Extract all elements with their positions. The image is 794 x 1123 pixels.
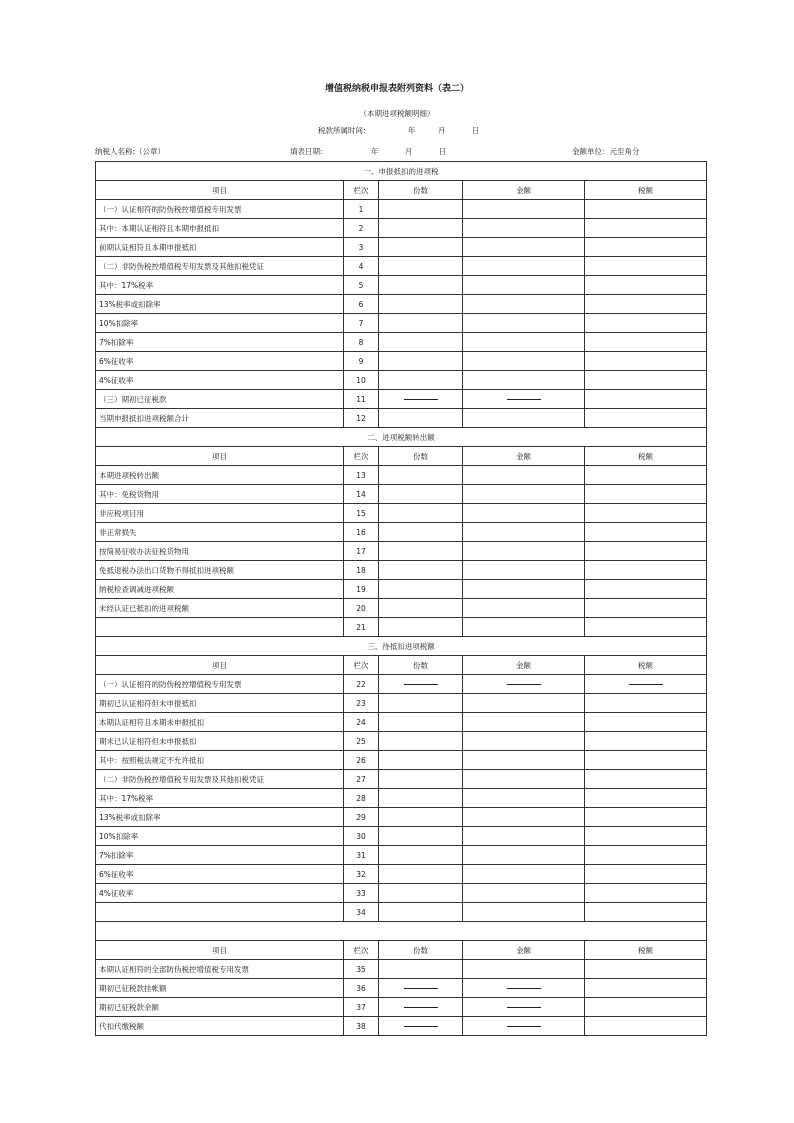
count-cell[interactable] xyxy=(379,561,463,580)
row-number: 3 xyxy=(344,238,379,257)
row-number: 36 xyxy=(344,979,379,998)
tax-cell[interactable] xyxy=(585,314,707,333)
row-number: 1 xyxy=(344,200,379,219)
tax-cell[interactable] xyxy=(585,390,707,409)
table-row xyxy=(96,884,707,903)
amount-cell[interactable] xyxy=(463,789,585,808)
amount-cell[interactable] xyxy=(463,295,585,314)
amount-cell[interactable] xyxy=(463,409,585,428)
amount-cell[interactable] xyxy=(463,219,585,238)
dash-mark xyxy=(404,1007,438,1008)
row-number: 8 xyxy=(344,333,379,352)
header-item: 项目 xyxy=(96,941,344,960)
row-number: 31 xyxy=(344,846,379,865)
dash-mark xyxy=(404,684,438,685)
amount-cell[interactable] xyxy=(463,846,585,865)
tax-period-label: 税款所属时间: xyxy=(318,126,366,135)
dash-mark xyxy=(404,988,438,989)
dash-mark xyxy=(507,684,541,685)
tax-cell[interactable] xyxy=(585,333,707,352)
amount-cell[interactable] xyxy=(463,827,585,846)
table-row xyxy=(96,409,707,428)
count-cell[interactable] xyxy=(379,846,463,865)
table-row xyxy=(96,333,707,352)
amount-cell[interactable] xyxy=(463,257,585,276)
amount-cell[interactable] xyxy=(463,903,585,922)
row-label: 期末已认证相符但未申报抵扣 xyxy=(96,732,344,751)
row-label xyxy=(96,903,344,922)
row-label: 10%扣除率 xyxy=(96,827,344,846)
row-number: 7 xyxy=(344,314,379,333)
fill-date xyxy=(290,146,446,157)
dash-mark xyxy=(507,988,541,989)
row-label: 6%征收率 xyxy=(96,865,344,884)
tax-cell[interactable] xyxy=(585,1017,707,1036)
amount-cell[interactable] xyxy=(463,561,585,580)
amount-cell[interactable] xyxy=(463,1017,585,1036)
row-label: 期初已认证相符但未申报抵扣 xyxy=(96,694,344,713)
header-tax: 税额 xyxy=(585,656,707,675)
row-label: 代扣代缴税额 xyxy=(96,1017,344,1036)
table-row xyxy=(96,390,707,409)
table-row xyxy=(96,580,707,599)
row-label: （一）认证相符的防伪税控增值税专用发票 xyxy=(96,200,344,219)
row-number: 10 xyxy=(344,371,379,390)
count-cell[interactable] xyxy=(379,770,463,789)
row-number: 18 xyxy=(344,561,379,580)
tax-cell[interactable] xyxy=(585,295,707,314)
row-number: 33 xyxy=(344,884,379,903)
row-number: 24 xyxy=(344,713,379,732)
count-cell[interactable] xyxy=(379,960,463,979)
count-cell[interactable] xyxy=(379,257,463,276)
table-row xyxy=(96,314,707,333)
tax-period-month: 月 xyxy=(437,126,446,135)
tax-cell[interactable] xyxy=(585,827,707,846)
row-label: 其中：按照税法规定不允许抵扣 xyxy=(96,751,344,770)
table-row xyxy=(96,694,707,713)
table-row xyxy=(96,865,707,884)
row-number: 20 xyxy=(344,599,379,618)
row-label: 其中：17%税率 xyxy=(96,789,344,808)
row-number: 25 xyxy=(344,732,379,751)
table-row xyxy=(96,295,707,314)
table-row xyxy=(96,523,707,542)
row-label: 10%扣除率 xyxy=(96,314,344,333)
count-cell[interactable] xyxy=(379,903,463,922)
table-row xyxy=(96,238,707,257)
row-label: 其中：免税货物用 xyxy=(96,485,344,504)
amount-cell[interactable] xyxy=(463,542,585,561)
row-label: 本期认证相符的全部防伪税控增值税专用发票 xyxy=(96,960,344,979)
count-cell[interactable] xyxy=(379,808,463,827)
row-number: 30 xyxy=(344,827,379,846)
tax-cell[interactable] xyxy=(585,808,707,827)
tax-cell[interactable] xyxy=(585,504,707,523)
amount-cell[interactable] xyxy=(463,865,585,884)
amount-cell[interactable] xyxy=(463,466,585,485)
section-title xyxy=(96,922,707,941)
row-number: 14 xyxy=(344,485,379,504)
amount-cell[interactable] xyxy=(463,504,585,523)
count-cell[interactable] xyxy=(379,295,463,314)
tax-cell[interactable] xyxy=(585,352,707,371)
header-row xyxy=(96,181,707,200)
table-row xyxy=(96,979,707,998)
row-label: 4%征收率 xyxy=(96,371,344,390)
taxpayer-name-label: 纳税人名称:（公章） xyxy=(95,147,166,156)
section-title-row xyxy=(96,637,707,656)
count-cell[interactable] xyxy=(379,580,463,599)
amount-cell[interactable] xyxy=(463,276,585,295)
row-number: 16 xyxy=(344,523,379,542)
header-count: 份数 xyxy=(379,447,463,466)
row-number: 23 xyxy=(344,694,379,713)
row-number: 32 xyxy=(344,865,379,884)
fill-date-label: 填表日期: xyxy=(290,147,323,156)
amount-cell[interactable] xyxy=(463,352,585,371)
dash-mark xyxy=(404,399,438,400)
amount-cell[interactable] xyxy=(463,770,585,789)
row-number: 5 xyxy=(344,276,379,295)
count-cell[interactable] xyxy=(379,751,463,770)
section-title: 二、进项税额转出额 xyxy=(96,428,707,447)
table-row xyxy=(96,352,707,371)
tax-cell[interactable] xyxy=(585,542,707,561)
row-number: 34 xyxy=(344,903,379,922)
section-title-row xyxy=(96,428,707,447)
tax-cell[interactable] xyxy=(585,485,707,504)
amount-cell[interactable] xyxy=(463,523,585,542)
amount-unit-label: 金额单位：元至角分 xyxy=(572,147,640,156)
row-label: 非正常损失 xyxy=(96,523,344,542)
form-subtitle: （本期进项税额明细） xyxy=(359,109,435,118)
tax-cell[interactable] xyxy=(585,276,707,295)
count-cell[interactable] xyxy=(379,390,463,409)
table-row xyxy=(96,561,707,580)
row-label: （一）认证相符的防伪税控增值税专用发票 xyxy=(96,675,344,694)
header-row xyxy=(96,941,707,960)
row-label: 本期进项税转出额 xyxy=(96,466,344,485)
tax-cell[interactable] xyxy=(585,599,707,618)
amount-cell[interactable] xyxy=(463,485,585,504)
tax-cell[interactable] xyxy=(585,371,707,390)
dash-mark xyxy=(629,684,663,685)
tax-cell[interactable] xyxy=(585,960,707,979)
tax-cell[interactable] xyxy=(585,713,707,732)
header-amount: 金额 xyxy=(463,656,585,675)
table-row xyxy=(96,219,707,238)
row-number: 26 xyxy=(344,751,379,770)
header-item: 项目 xyxy=(96,447,344,466)
header-col-number: 栏次 xyxy=(344,181,379,200)
count-cell[interactable] xyxy=(379,1017,463,1036)
row-label: 纳税检查调减进项税额 xyxy=(96,580,344,599)
row-label: 前期认证相符且本期申报抵扣 xyxy=(96,238,344,257)
table-row xyxy=(96,257,707,276)
tax-cell[interactable] xyxy=(585,238,707,257)
tax-cell[interactable] xyxy=(585,789,707,808)
fill-date-year: 年 xyxy=(370,147,379,156)
count-cell[interactable] xyxy=(379,694,463,713)
tax-cell[interactable] xyxy=(585,219,707,238)
count-cell[interactable] xyxy=(379,789,463,808)
table-row xyxy=(96,770,707,789)
table-row xyxy=(96,371,707,390)
tax-cell[interactable] xyxy=(585,903,707,922)
header-col-number: 栏次 xyxy=(344,447,379,466)
row-label: 7%扣除率 xyxy=(96,846,344,865)
count-cell[interactable] xyxy=(379,599,463,618)
count-cell[interactable] xyxy=(379,979,463,998)
tax-cell[interactable] xyxy=(585,865,707,884)
section-title-row xyxy=(96,162,707,181)
row-label: 4%征收率 xyxy=(96,884,344,903)
table-row xyxy=(96,200,707,219)
form-title: 增值税纳税申报表附列资料（表二） xyxy=(324,84,469,94)
section-title: 三、待抵扣进项税额 xyxy=(96,637,707,656)
dash-mark xyxy=(507,1026,541,1027)
count-cell[interactable] xyxy=(379,314,463,333)
header-col-number: 栏次 xyxy=(344,941,379,960)
table-row xyxy=(96,599,707,618)
tax-cell[interactable] xyxy=(585,561,707,580)
tax-cell[interactable] xyxy=(585,580,707,599)
count-cell[interactable] xyxy=(379,333,463,352)
amount-cell[interactable] xyxy=(463,732,585,751)
row-label: 按简易征收办法征税货物用 xyxy=(96,542,344,561)
count-cell[interactable] xyxy=(379,371,463,390)
row-number: 29 xyxy=(344,808,379,827)
row-number: 6 xyxy=(344,295,379,314)
row-number: 15 xyxy=(344,504,379,523)
row-number: 13 xyxy=(344,466,379,485)
count-cell[interactable] xyxy=(379,713,463,732)
amount-cell[interactable] xyxy=(463,960,585,979)
dash-mark xyxy=(507,1007,541,1008)
header-tax: 税额 xyxy=(585,941,707,960)
header-row xyxy=(96,656,707,675)
tax-cell[interactable] xyxy=(585,523,707,542)
table-row xyxy=(96,713,707,732)
amount-cell[interactable] xyxy=(463,618,585,637)
row-number: 35 xyxy=(344,960,379,979)
tax-period xyxy=(318,125,479,136)
count-cell[interactable] xyxy=(379,466,463,485)
row-label: （二）非防伪税控增值税专用发票及其他扣税凭证 xyxy=(96,770,344,789)
row-label: 期初已征税款余额 xyxy=(96,998,344,1017)
row-label: 7%扣除率 xyxy=(96,333,344,352)
row-number: 28 xyxy=(344,789,379,808)
row-label: 当期申报抵扣进项税额合计 xyxy=(96,409,344,428)
table-row xyxy=(96,618,707,637)
amount-cell[interactable] xyxy=(463,713,585,732)
amount-cell[interactable] xyxy=(463,751,585,770)
count-cell[interactable] xyxy=(379,200,463,219)
header-amount: 金额 xyxy=(463,181,585,200)
tax-period-day: 日 xyxy=(471,126,480,135)
amount-cell[interactable] xyxy=(463,694,585,713)
header-count: 份数 xyxy=(379,181,463,200)
table-row xyxy=(96,903,707,922)
row-label: 其中：17%税率 xyxy=(96,276,344,295)
tax-period-year: 年 xyxy=(407,126,416,135)
row-label: 本期认证相符且本期未申报抵扣 xyxy=(96,713,344,732)
table-row xyxy=(96,1017,707,1036)
count-cell[interactable] xyxy=(379,238,463,257)
row-number: 38 xyxy=(344,1017,379,1036)
row-label: 非应税项目用 xyxy=(96,504,344,523)
amount-cell[interactable] xyxy=(463,675,585,694)
header-item: 项目 xyxy=(96,656,344,675)
amount-cell[interactable] xyxy=(463,580,585,599)
tax-cell[interactable] xyxy=(585,694,707,713)
table-row xyxy=(96,485,707,504)
amount-cell[interactable] xyxy=(463,314,585,333)
table-row xyxy=(96,846,707,865)
table-row xyxy=(96,751,707,770)
count-cell[interactable] xyxy=(379,675,463,694)
amount-cell[interactable] xyxy=(463,998,585,1017)
fill-date-day: 日 xyxy=(438,147,447,156)
tax-cell[interactable] xyxy=(585,675,707,694)
count-cell[interactable] xyxy=(379,352,463,371)
header-count: 份数 xyxy=(379,656,463,675)
dash-mark xyxy=(507,399,541,400)
count-cell[interactable] xyxy=(379,732,463,751)
table-row xyxy=(96,789,707,808)
header-amount: 金额 xyxy=(463,447,585,466)
count-cell[interactable] xyxy=(379,276,463,295)
amount-cell[interactable] xyxy=(463,390,585,409)
section-title: 一、申报抵扣的进项税 xyxy=(96,162,707,181)
dash-mark xyxy=(404,1026,438,1027)
amount-cell[interactable] xyxy=(463,200,585,219)
row-label: （三）期初已征税款 xyxy=(96,390,344,409)
row-number: 27 xyxy=(344,770,379,789)
row-number: 22 xyxy=(344,675,379,694)
tax-cell[interactable] xyxy=(585,979,707,998)
count-cell[interactable] xyxy=(379,998,463,1017)
amount-cell[interactable] xyxy=(463,599,585,618)
table-row xyxy=(96,808,707,827)
header-col-number: 栏次 xyxy=(344,656,379,675)
row-number: 11 xyxy=(344,390,379,409)
amount-cell[interactable] xyxy=(463,371,585,390)
amount-cell[interactable] xyxy=(463,808,585,827)
tax-cell[interactable] xyxy=(585,409,707,428)
count-cell[interactable] xyxy=(379,618,463,637)
table-row xyxy=(96,732,707,751)
row-label: 13%税率或扣除率 xyxy=(96,295,344,314)
table-row xyxy=(96,827,707,846)
row-label: 免抵退税办法出口货物不得抵扣进项税额 xyxy=(96,561,344,580)
row-label: （二）非防伪税控增值税专用发票及其他扣税凭证 xyxy=(96,257,344,276)
tax-cell[interactable] xyxy=(585,257,707,276)
row-label: 期初已征税款挂帐额 xyxy=(96,979,344,998)
header-count: 份数 xyxy=(379,941,463,960)
row-number: 37 xyxy=(344,998,379,1017)
row-number: 9 xyxy=(344,352,379,371)
count-cell[interactable] xyxy=(379,219,463,238)
row-number: 2 xyxy=(344,219,379,238)
header-amount: 金额 xyxy=(463,941,585,960)
amount-cell[interactable] xyxy=(463,238,585,257)
table-row xyxy=(96,504,707,523)
tax-cell[interactable] xyxy=(585,751,707,770)
tax-cell[interactable] xyxy=(585,770,707,789)
header-row xyxy=(96,447,707,466)
count-cell[interactable] xyxy=(379,504,463,523)
table-row xyxy=(96,542,707,561)
tax-cell[interactable] xyxy=(585,998,707,1017)
count-cell[interactable] xyxy=(379,865,463,884)
table-row xyxy=(96,276,707,295)
tax-cell[interactable] xyxy=(585,466,707,485)
row-label: 未经认证已抵扣的进项税额 xyxy=(96,599,344,618)
row-number: 19 xyxy=(344,580,379,599)
header-tax: 税额 xyxy=(585,181,707,200)
table-row xyxy=(96,675,707,694)
section-title-row xyxy=(96,922,707,941)
row-number: 21 xyxy=(344,618,379,637)
count-cell[interactable] xyxy=(379,409,463,428)
tax-cell[interactable] xyxy=(585,846,707,865)
amount-cell[interactable] xyxy=(463,333,585,352)
row-number: 12 xyxy=(344,409,379,428)
count-cell[interactable] xyxy=(379,884,463,903)
fill-date-month: 月 xyxy=(404,147,413,156)
table-row xyxy=(96,960,707,979)
table-row xyxy=(96,998,707,1017)
row-number: 4 xyxy=(344,257,379,276)
header-tax: 税额 xyxy=(585,447,707,466)
amount-cell[interactable] xyxy=(463,979,585,998)
tax-cell[interactable] xyxy=(585,200,707,219)
input-tax-detail-table xyxy=(95,161,707,1036)
table-row xyxy=(96,466,707,485)
amount-cell[interactable] xyxy=(463,884,585,903)
header-item: 项目 xyxy=(96,181,344,200)
row-number: 17 xyxy=(344,542,379,561)
tax-cell[interactable] xyxy=(585,884,707,903)
row-label: 其中：本期认证相符且本期申报抵扣 xyxy=(96,219,344,238)
count-cell[interactable] xyxy=(379,827,463,846)
tax-cell[interactable] xyxy=(585,618,707,637)
count-cell[interactable] xyxy=(379,542,463,561)
row-label xyxy=(96,618,344,637)
row-label: 13%税率或扣除率 xyxy=(96,808,344,827)
row-label: 6%征收率 xyxy=(96,352,344,371)
count-cell[interactable] xyxy=(379,523,463,542)
count-cell[interactable] xyxy=(379,485,463,504)
tax-cell[interactable] xyxy=(585,732,707,751)
